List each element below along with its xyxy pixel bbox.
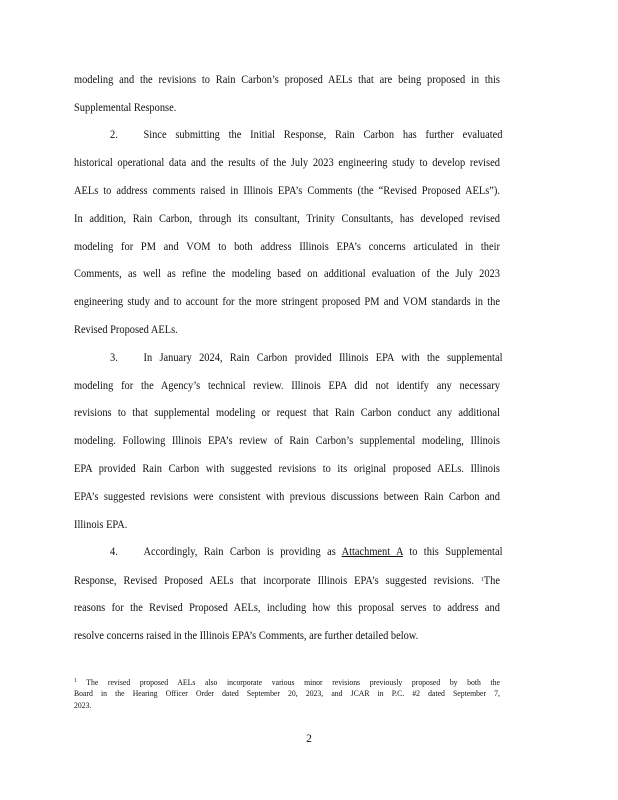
text-line: resolve concerns raised in the Illinois EPA’s Comments, are further detailed below. <box>74 630 419 642</box>
text-line: EPA provided Rain Carbon with suggested revisions to its original proposed AELs. Illinois <box>74 463 500 475</box>
paragraph-number: 2. <box>110 129 118 141</box>
footnote-line: 2023. <box>74 701 92 710</box>
text-line: revisions to that supplemental modeling or request that Rain Carbon conduct any additional <box>74 407 500 419</box>
text-line: Revised Proposed AELs. <box>74 324 178 336</box>
text-line: EPA’s suggested revisions were consistent with previous discussions between Rain Carbon and <box>74 491 500 503</box>
text-line: Comments, as well as refine the modeling based on additional evaluation of the July 2023 <box>74 268 500 280</box>
paragraph-number: 3. <box>110 352 118 364</box>
text-line: modeling for the Agency’s technical review. Illinois EPA did not identify any necessary <box>74 380 500 392</box>
text-line: historical operational data and the results of the July 2023 engineering study to develop revised <box>74 157 500 169</box>
page-number: 2 <box>306 733 312 745</box>
text-line: modeling and the revisions to Rain Carbon’s proposed AELs that are being proposed in this <box>74 74 500 86</box>
paragraph-2-line: 2. Since submitting the Initial Response, Rain Carbon has further evaluated <box>110 129 503 141</box>
paragraph-3-line: 3. In January 2024, Rain Carbon provided Illinois EPA with the supplemental <box>110 352 503 364</box>
attachment-a-reference: Attachment A <box>341 546 403 558</box>
text-line: In addition, Rain Carbon, through its consultant, Trinity Consultants, has developed revised <box>74 213 500 225</box>
text-line: AELs to address comments raised in Illinois EPA’s Comments (the “Revised Proposed AELs”). <box>74 185 500 197</box>
text-line: engineering study and to account for the more stringent proposed PM and VOM standards in the <box>74 296 500 308</box>
footnote-line: $^1$ The revised proposed AELs also incorporate various minor revisions previously proposed by both the <box>74 678 500 687</box>
text-line: modeling for PM and VOM to both address Illinois EPA’s concerns articulated in their <box>74 241 500 253</box>
text-line: Response, Revised Proposed AELs that incorporate Illinois EPA’s suggested revisions. $^1$The <box>74 575 500 587</box>
paragraph-4-line: 4. Accordingly, Rain Carbon is providing as Attachment A to this Supplemental <box>110 546 503 558</box>
text-line: Supplemental Response. <box>74 102 177 114</box>
paragraph-number: 4. <box>110 546 118 558</box>
footnote-line: Board in the Hearing Officer Order dated September 20, 2023, and JCAR in P.C. #2 dated September 7, <box>74 689 500 698</box>
text-line: modeling. Following Illinois EPA’s review of Rain Carbon’s supplemental modeling, Illinois <box>74 435 500 447</box>
footnote-reference: 1 <box>480 577 484 583</box>
footnote-marker: 1 <box>74 678 77 684</box>
text-line: Illinois EPA. <box>74 519 128 531</box>
text-line: reasons for the Revised Proposed AELs, including how this proposal serves to address and <box>74 602 500 614</box>
